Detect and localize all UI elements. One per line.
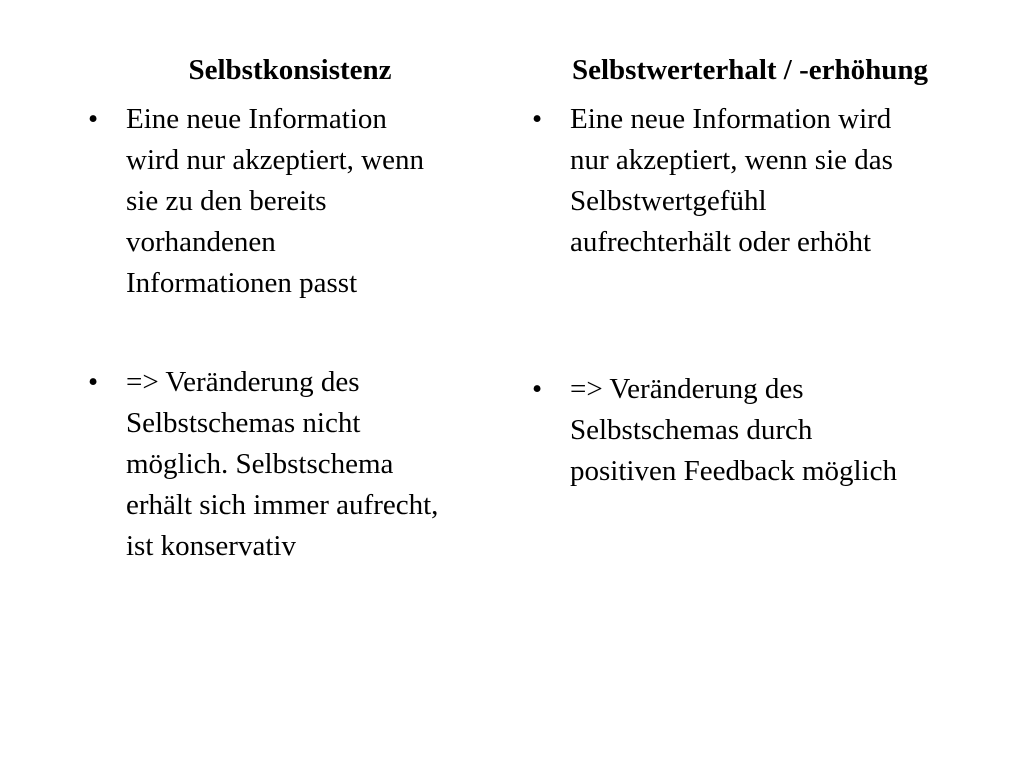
bullet-marker: • <box>88 366 99 398</box>
column-heading-selbstkonsistenz: Selbstkonsistenz <box>188 54 392 86</box>
bullet-marker: • <box>88 103 99 135</box>
bullet-marker: • <box>532 373 543 405</box>
bullet-text: Eine neue Information wird nur akzeptiert, wenn sie zu den bereits vorhandenen Informationen passt <box>126 103 424 299</box>
column-heading-selbstwerterhalt: Selbstwerterhalt / -erhöhung <box>571 54 929 86</box>
bullet-text: Eine neue Information wird nur akzeptiert, wenn sie das Selbstwertgefühl aufrechterhält oder erhöht <box>570 103 893 258</box>
bullet-text: => Veränderung des Selbstschemas durch positiven Feedback möglich <box>570 373 897 487</box>
bullet-text: => Veränderung des Selbstschemas nicht möglich. Selbstschema erhält sich immer aufrecht, ist konservativ <box>126 366 439 562</box>
bullet-marker: • <box>532 103 543 135</box>
